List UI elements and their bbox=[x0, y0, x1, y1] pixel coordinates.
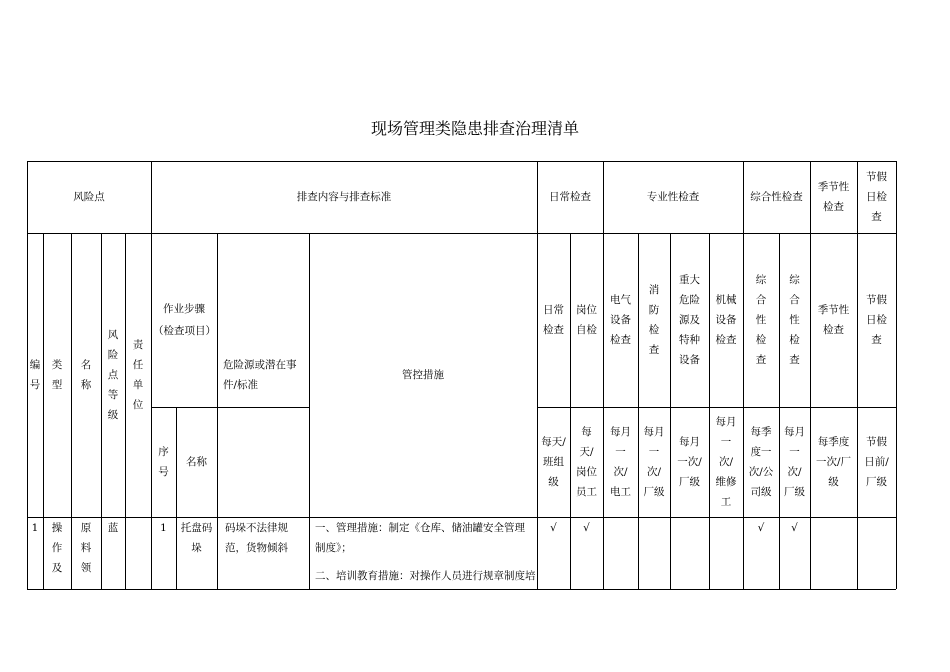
col-electric: 电气设备检查 bbox=[610, 294, 631, 346]
freq-holiday: 节假日前/厂级 bbox=[864, 436, 889, 488]
freq-post-check: 每天/岗位员工 bbox=[576, 426, 597, 498]
check-daily: √ bbox=[550, 522, 557, 534]
row-type: 操作及 bbox=[51, 522, 63, 574]
col-measures: 管控措施 bbox=[402, 369, 444, 381]
col-daily-check: 日常检查 bbox=[543, 304, 564, 336]
col-fire: 消防检查 bbox=[648, 284, 660, 356]
row-measures bbox=[309, 518, 537, 588]
col-risk-level: 风险点等级 bbox=[107, 329, 119, 421]
header-inspection-content: 排查内容与排查标准 bbox=[296, 191, 392, 203]
freq-electric: 每月一次/电工 bbox=[610, 426, 631, 498]
row-hazard: 码垛不法律规范，货物倾斜 bbox=[225, 522, 288, 554]
col-no: 编号 bbox=[29, 359, 41, 391]
col-comp2: 综合性检查 bbox=[789, 274, 800, 366]
col-major: 重大危险源及特种设备 bbox=[679, 274, 700, 366]
col-seq: 序号 bbox=[158, 446, 169, 478]
row-measure-2: 二、培训教育措施：对操作人员进行规章制度培 bbox=[315, 570, 536, 582]
header-comprehensive: 综合性检查 bbox=[750, 191, 803, 203]
freq-daily-check: 每天/班组级 bbox=[541, 436, 566, 488]
col-type: 类型 bbox=[51, 359, 63, 391]
row-measure-1: 一、管理措施：制定《仓库、储油罐安全管理制度》； bbox=[315, 522, 525, 554]
header-seasonal: 季节性检查 bbox=[817, 181, 850, 213]
freq-fire: 每月一次/厂级 bbox=[643, 426, 665, 498]
row-no: 1 bbox=[31, 522, 39, 534]
check-post: √ bbox=[583, 522, 590, 534]
table-border-right bbox=[896, 161, 897, 589]
col-post-check: 岗位自检 bbox=[576, 304, 597, 336]
freq-mechanical: 每月一次/维修工 bbox=[715, 416, 737, 508]
header-risk-point: 风险点 bbox=[73, 191, 105, 203]
col-steps bbox=[151, 233, 217, 407]
col-seasonal: 季节性检查 bbox=[817, 304, 850, 336]
header-daily: 日常检查 bbox=[549, 191, 591, 203]
check-comp2: √ bbox=[791, 522, 798, 534]
freq-seasonal: 每季度一次/厂级 bbox=[815, 436, 852, 488]
col-mechanical: 机械设备检查 bbox=[715, 294, 737, 346]
table-border-bottom bbox=[27, 589, 896, 590]
header-professional: 专业性检查 bbox=[646, 191, 700, 203]
col-comp1: 综合性检查 bbox=[755, 274, 767, 366]
col-holiday: 节假日检查 bbox=[866, 294, 887, 346]
col-steps-label: 作业步骤 bbox=[163, 303, 205, 315]
page-title: 现场管理类隐患排查治理清单 bbox=[370, 119, 579, 138]
col-name: 名称 bbox=[80, 359, 92, 391]
header-holiday: 节假日检查 bbox=[866, 171, 887, 223]
col-step-name: 名称 bbox=[186, 456, 207, 468]
row-name: 原料领 bbox=[80, 522, 92, 574]
row-seq: 1 bbox=[160, 522, 167, 534]
col-unit: 责任单位 bbox=[132, 339, 144, 411]
col-steps-note: （检查项目） bbox=[153, 325, 216, 337]
freq-comp1: 每季度一次/公司级 bbox=[748, 426, 774, 498]
col-hazard: 危险源或潜在事件/标准 bbox=[223, 359, 297, 391]
row-risk-level: 蓝 bbox=[107, 522, 119, 534]
row-step-name: 托盘码垛 bbox=[180, 522, 213, 554]
freq-major: 每月一次/厂级 bbox=[677, 436, 702, 488]
freq-comp2: 每月一次/厂级 bbox=[784, 426, 805, 498]
check-comp1: √ bbox=[757, 522, 765, 534]
